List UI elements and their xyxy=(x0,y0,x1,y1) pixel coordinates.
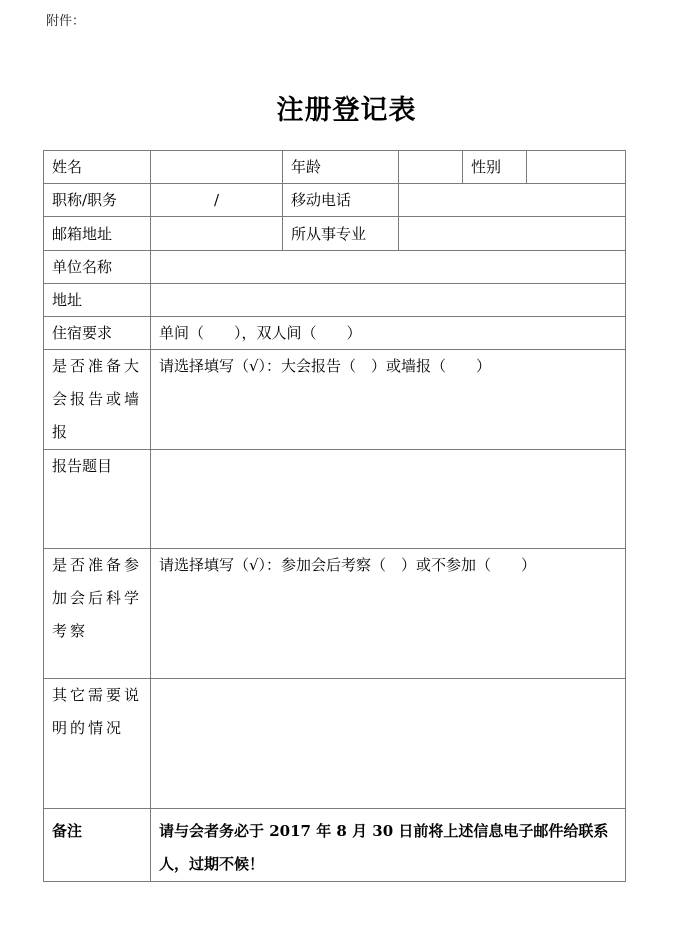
age-label: 年龄 xyxy=(283,151,399,184)
name-field[interactable] xyxy=(151,151,283,184)
table-row xyxy=(44,217,626,251)
attachment-label: 附件： xyxy=(46,14,86,29)
address-label: 地址 xyxy=(44,284,151,317)
table-row xyxy=(44,350,626,450)
topic-field[interactable] xyxy=(151,450,626,549)
table-row xyxy=(44,317,626,350)
address-field[interactable] xyxy=(151,284,626,317)
email-label: 邮箱地址 xyxy=(44,217,151,251)
email-field[interactable] xyxy=(151,217,283,251)
page-title: 注册登记表 xyxy=(276,95,417,126)
topic-label: 报告题目 xyxy=(44,450,151,549)
table-row xyxy=(44,184,626,217)
age-field[interactable] xyxy=(399,151,463,184)
registration-form-table xyxy=(43,150,626,882)
note-text: 请与会者务必于 2017 年 8 月 30 日前将上述信息电子邮件给联系人，过期不候！ xyxy=(151,809,626,882)
note-label: 备注 xyxy=(44,809,151,882)
table-row xyxy=(44,549,626,679)
major-label: 所从事专业 xyxy=(283,217,399,251)
name-label: 姓名 xyxy=(44,151,151,184)
report-field[interactable]: 请选择填写（√）：大会报告（ ）或墙报（ ） xyxy=(151,350,626,450)
lodging-field[interactable]: 单间（ ），双人间（ ） xyxy=(151,317,626,350)
gender-label: 性别 xyxy=(463,151,527,184)
unit-label: 单位名称 xyxy=(44,251,151,284)
title-field[interactable]: / xyxy=(151,184,283,217)
table-row xyxy=(44,151,626,184)
unit-field[interactable] xyxy=(151,251,626,284)
phone-label: 移动电话 xyxy=(283,184,399,217)
other-label: 其它需要说明的情况 xyxy=(44,679,151,809)
major-field[interactable] xyxy=(399,217,626,251)
table-row xyxy=(44,284,626,317)
other-field[interactable] xyxy=(151,679,626,809)
phone-field[interactable] xyxy=(399,184,626,217)
report-label: 是否准备大会报告或墙报 xyxy=(44,350,151,450)
title-label: 职称/职务 xyxy=(44,184,151,217)
table-row xyxy=(44,679,626,809)
gender-field[interactable] xyxy=(527,151,626,184)
table-row xyxy=(44,809,626,882)
excursion-field[interactable]: 请选择填写（√）：参加会后考察（ ）或不参加（ ） xyxy=(151,549,626,679)
excursion-label: 是否准备参加会后科学考察 xyxy=(44,549,151,679)
table-row xyxy=(44,251,626,284)
table-row xyxy=(44,450,626,549)
lodging-label: 住宿要求 xyxy=(44,317,151,350)
